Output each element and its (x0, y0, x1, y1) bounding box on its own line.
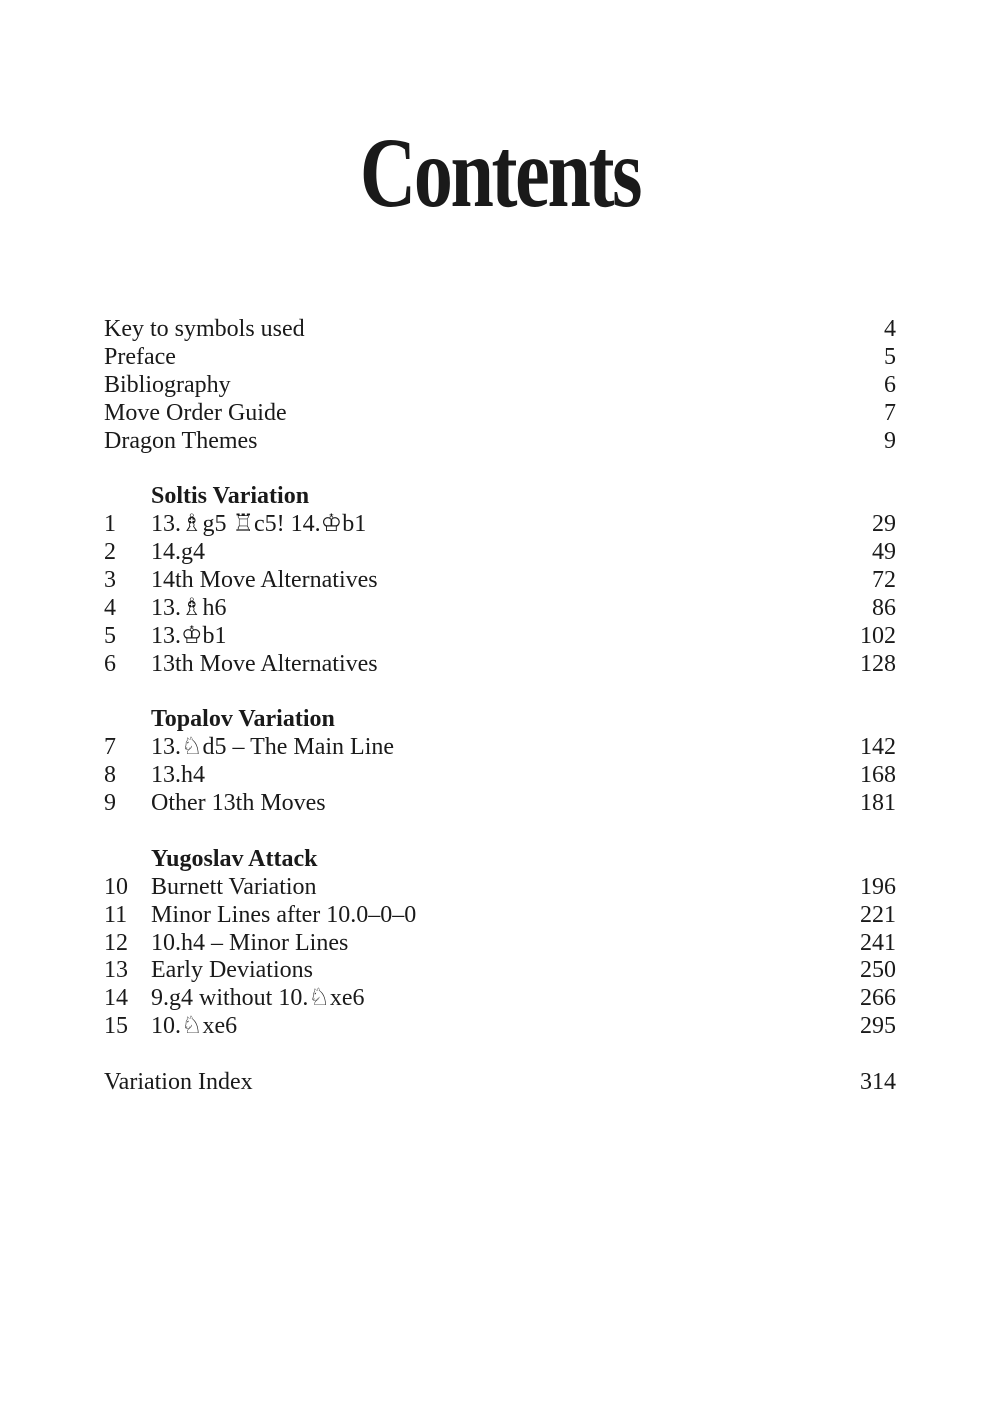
toc-entry-move-order-guide[interactable] (104, 400, 896, 428)
toc-entry-page: 6 (884, 371, 896, 398)
toc-entry-title: Preface (104, 343, 176, 370)
toc-entry-variation-index[interactable] (104, 1069, 896, 1097)
chapter-number: 6 (104, 650, 116, 677)
chapter-title: Early Deviations (151, 957, 313, 984)
chapter-page: 241 (860, 929, 896, 956)
chapter-page: 29 (872, 511, 896, 538)
chapter-entry-8[interactable] (104, 762, 896, 790)
toc-entry-key-to-symbols[interactable] (104, 316, 896, 344)
chapter-entry-5[interactable] (104, 623, 896, 651)
section-heading-soltis (104, 483, 896, 511)
section-heading: Yugoslav Attack (151, 845, 318, 872)
chapter-entry-11[interactable] (104, 902, 896, 930)
chapter-number: 8 (104, 762, 116, 789)
chapter-entry-7[interactable] (104, 734, 896, 762)
spacer (104, 1041, 896, 1069)
chapter-title: 13.♘d5 – The Main Line (151, 734, 395, 761)
section-heading: Topalov Variation (151, 706, 335, 733)
chapter-page: 221 (860, 901, 896, 928)
section-heading-topalov (104, 706, 896, 734)
chapter-number: 5 (104, 622, 116, 649)
chapter-title: Burnett Variation (151, 873, 317, 900)
toc-entry-bibliography[interactable] (104, 372, 896, 400)
chapter-entry-14[interactable] (104, 985, 896, 1013)
spacer (104, 818, 896, 846)
table-of-contents (104, 316, 896, 1097)
chapter-number: 2 (104, 539, 116, 566)
chapter-number: 14 (104, 985, 128, 1012)
chapter-number: 7 (104, 734, 116, 761)
chapter-number: 10 (104, 873, 128, 900)
chapter-entry-1[interactable] (104, 511, 896, 539)
chapter-entry-6[interactable] (104, 651, 896, 679)
chapter-page: 266 (860, 985, 896, 1012)
toc-entry-title: Key to symbols used (104, 316, 305, 342)
chapter-title: 14th Move Alternatives (151, 567, 378, 594)
chapter-page: 181 (860, 790, 896, 817)
spacer (104, 455, 896, 483)
chapter-title: 10.♘xe6 (151, 1013, 238, 1040)
chapter-page: 295 (860, 1013, 896, 1040)
chapter-entry-13[interactable] (104, 957, 896, 985)
chapter-page: 128 (860, 650, 896, 677)
toc-entry-title: Variation Index (104, 1069, 253, 1096)
section-heading: Soltis Variation (151, 483, 310, 510)
chapter-title: 13th Move Alternatives (151, 650, 378, 677)
toc-entry-title: Bibliography (104, 371, 231, 398)
chapter-number: 15 (104, 1013, 128, 1040)
chapter-title: 13.♗h6 (151, 594, 227, 621)
chapter-page: 86 (872, 594, 896, 621)
chapter-entry-4[interactable] (104, 595, 896, 623)
toc-entry-page: 9 (884, 427, 896, 454)
chapter-page: 72 (872, 567, 896, 594)
chapter-title: 13.h4 (151, 762, 205, 789)
chapter-title: 14.g4 (151, 539, 205, 566)
toc-entry-page: 314 (860, 1069, 896, 1096)
chapter-number: 3 (104, 567, 116, 594)
chapter-entry-15[interactable] (104, 1013, 896, 1041)
spacer (104, 679, 896, 707)
chapter-title: 9.g4 without 10.♘xe6 (151, 985, 365, 1012)
chapter-number: 9 (104, 790, 116, 817)
chapter-number: 1 (104, 511, 116, 538)
chapter-title: Other 13th Moves (151, 790, 326, 817)
chapter-title: 10.h4 – Minor Lines (151, 929, 349, 956)
chapter-page: 102 (860, 622, 896, 649)
chapter-number: 13 (104, 957, 128, 984)
chapter-number: 4 (104, 594, 116, 621)
toc-entry-page: 5 (884, 343, 896, 370)
chapter-entry-9[interactable] (104, 790, 896, 818)
toc-entry-title: Move Order Guide (104, 399, 287, 426)
chapter-title: 13.♗g5 ♖c5! 14.♔b1 (151, 511, 367, 538)
chapter-entry-2[interactable] (104, 539, 896, 567)
chapter-page: 142 (860, 734, 896, 761)
chapter-page: 49 (872, 539, 896, 566)
chapter-entry-3[interactable] (104, 567, 896, 595)
chapter-number: 11 (104, 901, 128, 928)
chapter-title: 13.♔b1 (151, 622, 227, 649)
section-heading-yugoslav (104, 846, 896, 874)
chapter-entry-12[interactable] (104, 930, 896, 958)
toc-entry-page: 7 (884, 399, 896, 426)
chapter-page: 196 (860, 873, 896, 900)
toc-entry-title: Dragon Themes (104, 427, 258, 454)
chapter-page: 168 (860, 762, 896, 789)
toc-entry-preface[interactable] (104, 344, 896, 372)
chapter-number: 12 (104, 929, 128, 956)
toc-entry-page: 4 (884, 316, 896, 342)
chapter-title: Minor Lines after 10.0–0–0 (151, 901, 417, 928)
page-title: Contents (359, 117, 641, 228)
chapter-page: 250 (860, 957, 896, 984)
chapter-entry-10[interactable] (104, 874, 896, 902)
toc-entry-dragon-themes[interactable] (104, 428, 896, 456)
